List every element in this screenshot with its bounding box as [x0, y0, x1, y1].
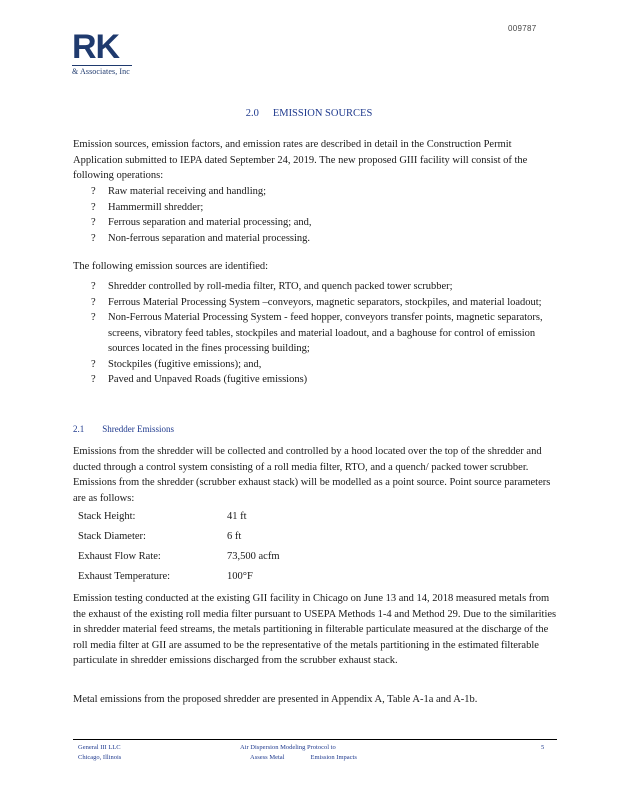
footer-doc-subtitle: Assess Metal — [250, 754, 285, 761]
logo-subtitle: & Associates, Inc — [72, 65, 132, 76]
list-item: ? Hammermill shredder; — [73, 200, 563, 216]
subsection-heading — [73, 424, 174, 434]
shredder-paragraph: Emissions from the shredder will be collected and controlled by a hood located over the top of the shredder and ducted through a control system consisting of a roll media filter, RTO, and a quench/ packed tower scrubber. Emissions from the shredder (scrubber exhaust stack) will be modelled as a point source. Point source parameters are as follows: — [73, 446, 551, 504]
list-item: ? Non-Ferrous Material Processing System - feed hopper, conveyors transfer points, magnetic separators, screens, vibratory feed tables, stockpiles and material loadout, and a baghouse for control of emission sources located in the fines processing building; — [91, 312, 543, 354]
intro-block — [73, 137, 563, 184]
list-item: ? Shredder controlled by roll-media filter, RTO, and quench packed tower scrubber; — [73, 279, 563, 295]
param-label: Stack Height: — [78, 511, 136, 522]
bullet-marker: ? — [91, 232, 96, 244]
shredder-block — [73, 444, 563, 506]
list-item: ? Raw material receiving and handling; — [73, 184, 563, 200]
footer-document — [240, 743, 357, 763]
sources-intro-block — [73, 259, 563, 275]
param-value: 41 ft — [227, 511, 247, 522]
metal-paragraph: Metal emissions from the proposed shredder are presented in Appendix A, Table A-1a and A-1b. — [73, 694, 478, 705]
param-value: 100°F — [227, 571, 253, 582]
list-item: ? Paved and Unpaved Roads (fugitive emissions) — [73, 372, 563, 388]
bullet-marker: ? — [91, 358, 96, 370]
testing-paragraph: Emission testing conducted at the existing GII facility in Chicago on June 13 and 14, 2018 measured metals from the exhaust of the existing roll media filter pursuant to USEPA Methods 1-4 and Method 29. Due to the similarities in shredder material feed streams, the metals partitioning in filterable particulate measured at the discharge of the roll media filter at GII are assumed to be the representative of the metals partitioning in the estimated filterable particulate in shredder emissions discharged from the scrubber exhaust stack. — [73, 593, 557, 666]
intro-paragraph: Emission sources, emission factors, and emission rates are described in detail in the Construction Permit Application submitted to IEPA dated September 24, 2019. The new proposed GIII facility will consist of the following operations: — [73, 139, 528, 181]
footer-city: Chicago, Illinois — [78, 754, 122, 761]
section-heading — [0, 108, 618, 119]
footer-company — [78, 743, 121, 763]
subsection-number: 2.1 — [73, 424, 85, 434]
section-number: 2.0 — [245, 108, 259, 119]
section-title: EMISSION SOURCES — [272, 108, 373, 119]
sources-block — [73, 279, 563, 388]
bullet-marker: ? — [91, 186, 96, 197]
footer-company-name: General III LLC — [78, 744, 121, 751]
subsection-title: Shredder Emissions — [102, 424, 174, 434]
list-item: ? Ferrous Material Processing System –conveyors, magnetic separators, stockpiles, and material loadout; — [73, 295, 563, 311]
bullet-marker: ? — [91, 217, 96, 228]
document-id: 009787 — [508, 24, 537, 33]
sources-intro: The following emission sources are identified: — [73, 261, 269, 272]
param-label: Stack Diameter: — [78, 531, 146, 542]
table-row — [78, 547, 280, 567]
bullet-marker: ? — [91, 374, 96, 385]
footer-page-number: 5 — [541, 744, 545, 751]
bullet-marker: ? — [91, 312, 96, 323]
param-value: 73,500 acfm — [227, 551, 280, 562]
metal-block — [73, 692, 563, 708]
operations-block — [73, 184, 563, 246]
footer-divider — [73, 739, 557, 740]
param-label: Exhaust Temperature: — [78, 571, 171, 582]
stack-parameters — [78, 507, 280, 587]
testing-block — [73, 591, 563, 669]
operations-list — [73, 184, 563, 246]
list-item: ? Stockpiles (fugitive emissions); and, — [73, 357, 563, 373]
logo-mark: RK — [72, 28, 120, 66]
param-label: Exhaust Flow Rate: — [78, 551, 161, 562]
bullet-marker: ? — [91, 296, 96, 308]
footer-doc-subtitle-2: Emission Impacts — [310, 754, 357, 761]
table-row — [78, 527, 280, 547]
table-row — [78, 567, 280, 587]
table-row — [78, 507, 280, 527]
bullet-marker: ? — [91, 281, 96, 292]
company-logo — [72, 28, 134, 76]
bullet-marker: ? — [91, 201, 96, 213]
list-item: ? Ferrous separation and material processing; and, — [73, 215, 563, 231]
param-value: 6 ft — [227, 531, 242, 542]
list-item: ? Non-ferrous separation and material processing. — [73, 231, 563, 247]
sources-list — [73, 279, 563, 388]
footer-doc-title: Air Dispersion Modeling Protocol to — [240, 744, 336, 751]
